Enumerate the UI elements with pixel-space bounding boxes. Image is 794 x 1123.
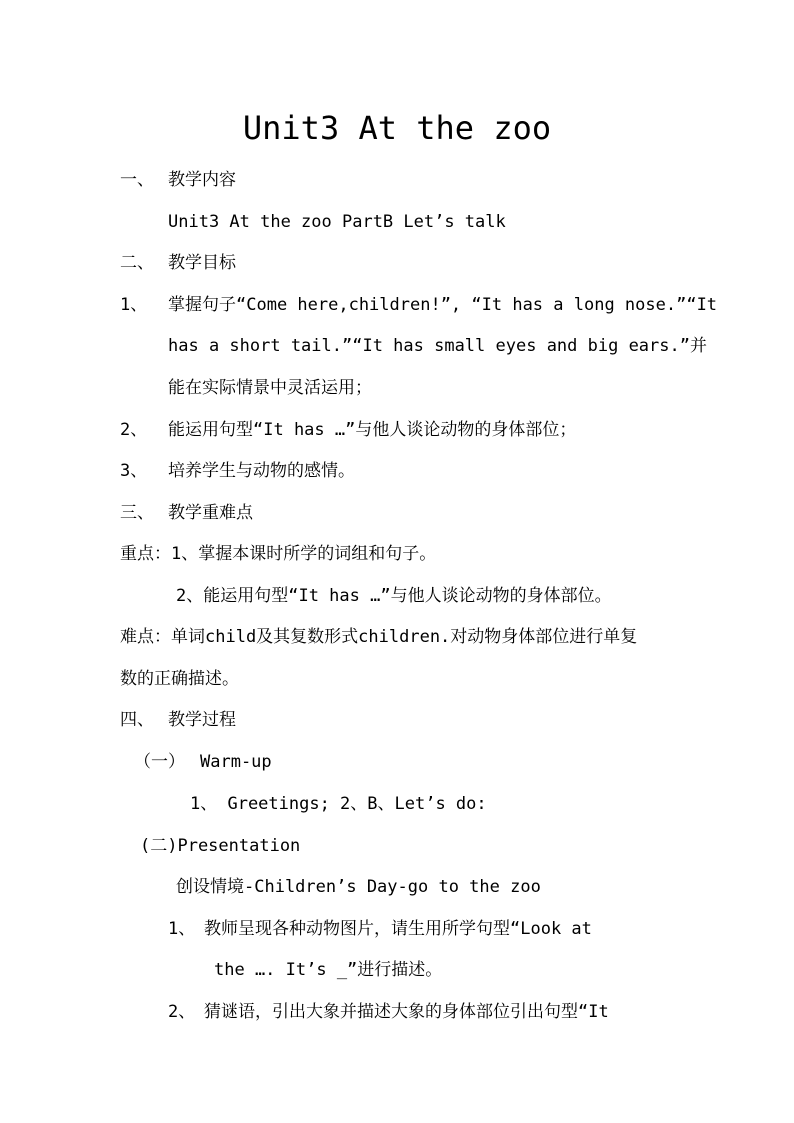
presentation-step-number: 2、 [168, 1002, 196, 1022]
warmup-label: （一） [134, 752, 185, 772]
presentation-heading: (二)Presentation [140, 836, 301, 856]
key-points-text: 2、能运用句型“It has …”与他人谈论动物的身体部位。 [176, 586, 612, 606]
goal-item-text: 能运用句型“It has …”与他人谈论动物的身体部位； [168, 420, 577, 440]
section-heading-key-difficult-points: 教学重难点 [168, 503, 253, 523]
warmup-content: 1、 Greetings; 2、B、Let’s do: [190, 794, 487, 814]
difficult-points-text: 难点：单词child及其复数形式children.对动物身体部位进行单复 [120, 627, 638, 647]
key-points-text: 重点：1、掌握本课时所学的词组和句子。 [120, 544, 437, 564]
section-number-4: 四、 [120, 710, 154, 730]
document-title: Unit3 At the zoo [242, 109, 552, 147]
presentation-step-number: 1、 [168, 919, 196, 939]
goal-item-text: 能在实际情景中灵活运用； [168, 378, 372, 398]
section-number-1: 一、 [120, 170, 154, 190]
section-heading-teaching-process: 教学过程 [168, 710, 236, 730]
section-number-3: 三、 [120, 503, 154, 523]
presentation-step-text: 猜谜语，引出大象并描述大象的身体部位引出句型“It [204, 1002, 609, 1022]
section-number-2: 二、 [120, 253, 154, 273]
goal-item-number: 2、 [120, 420, 148, 440]
warmup-title: Warm-up [200, 752, 272, 772]
goal-item-text: 培养学生与动物的感情。 [168, 461, 355, 481]
difficult-points-text: 数的正确描述。 [120, 669, 239, 689]
goal-item-number: 1、 [120, 295, 148, 315]
teaching-content-text: Unit3 At the zoo PartB Let’s talk [168, 212, 506, 232]
section-heading-teaching-content: 教学内容 [168, 170, 236, 190]
presentation-intro: 创设情境-Children’s Day-go to the zoo [176, 877, 541, 897]
goal-item-text: 掌握句子“Come here,children!”, “It has a long nose.”“It [168, 295, 718, 315]
section-heading-teaching-goals: 教学目标 [168, 253, 236, 273]
presentation-step-text: 教师呈现各种动物图片，请生用所学句型“Look at [204, 919, 592, 939]
goal-item-text: has a short tail.”“It has small eyes and big ears.”并 [168, 336, 707, 356]
goal-item-number: 3、 [120, 461, 148, 481]
presentation-step-text: the …. It’s _”进行描述。 [214, 960, 443, 980]
